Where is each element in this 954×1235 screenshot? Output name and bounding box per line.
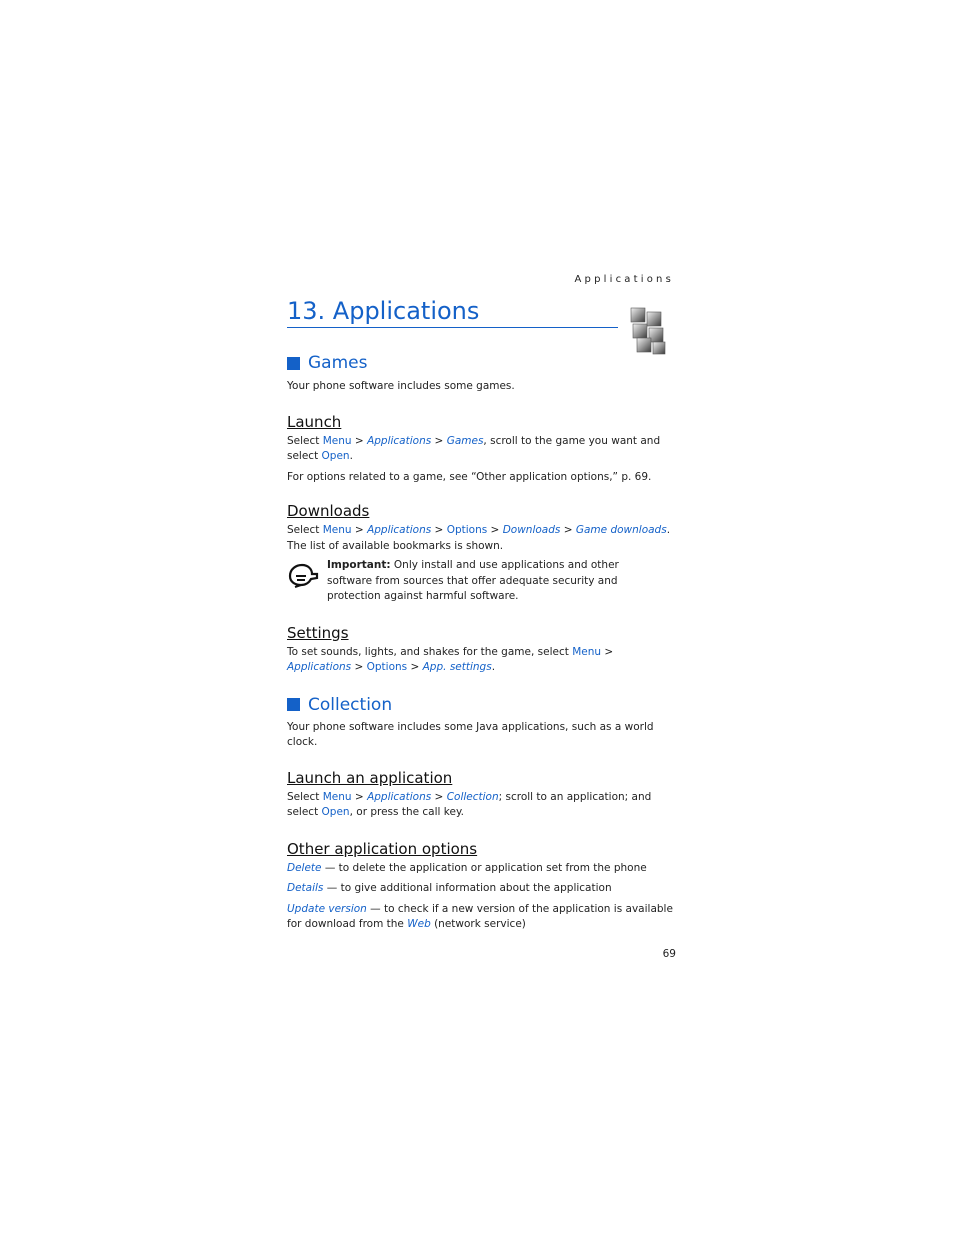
separator: > [431, 790, 447, 803]
collection-intro: Your phone software includes some Java applications, such as a world clock. [287, 720, 654, 748]
separator: > [351, 790, 368, 803]
text-run: , scroll to the game you want and select [287, 434, 661, 462]
launch-paragraph [287, 434, 675, 465]
menu-keyword: Menu [572, 645, 602, 658]
text-run: — to delete the application or application set from the phone [321, 861, 647, 874]
important-note [287, 558, 675, 605]
sub-heading-launch: Launch [287, 412, 342, 431]
separator: > [560, 524, 576, 536]
note-text [327, 558, 657, 605]
note-body: Only install and use applications and other software from sources that offer adequate security and protection against harmful software. [327, 559, 619, 602]
update-version-keyword: Update version [287, 902, 367, 915]
delete-keyword: Delete [287, 861, 322, 874]
separator: > [407, 661, 423, 673]
open-keyword: Open [321, 806, 350, 818]
sub-heading-downloads: Downloads [287, 502, 370, 520]
text-run: — to give additional information about the application [323, 882, 612, 894]
game-downloads-keyword: Game downloads [575, 524, 667, 536]
text-run: (network service) [430, 918, 526, 930]
text-run: . [349, 450, 353, 462]
option-update-version [287, 902, 675, 933]
option-details [287, 881, 675, 897]
text-run: , or press the call key. [349, 806, 465, 818]
menu-keyword: Menu [322, 790, 352, 803]
applications-keyword: Applications [287, 661, 352, 673]
text-run: Select [287, 790, 323, 803]
text-run: . The list of available bookmarks is shown. [287, 524, 671, 552]
options-keyword: Options [446, 524, 488, 536]
note-label: Important: [327, 559, 391, 571]
square-bullet-icon [287, 698, 300, 711]
games-intro: Your phone software includes some games. [287, 380, 515, 392]
important-hand-icon [287, 562, 319, 588]
applications-keyword: Applications [367, 434, 432, 447]
launch-options-paragraph: For options related to a game, see “Other application options,” p. 69. [287, 470, 652, 483]
section-heading-games [287, 352, 675, 374]
applications-cubes-icon [627, 306, 671, 356]
collection-keyword: Collection [446, 790, 499, 803]
separator: > [601, 645, 614, 658]
section-heading-label: Collection [308, 694, 393, 715]
details-keyword: Details [287, 882, 324, 894]
text-run: ; scroll to an application; and select [287, 790, 652, 818]
text-run: — to check if a new version of the application is available for download from the [287, 902, 673, 930]
separator: > [351, 524, 368, 536]
separator: > [431, 434, 447, 447]
section-heading-collection [287, 694, 675, 716]
section-heading-label: Games [308, 353, 368, 373]
sub-heading-other-options: Other application options [287, 839, 478, 858]
running-head: Applications [574, 274, 674, 285]
chapter-title: 13. Applications [287, 296, 618, 328]
text-run: Select [287, 434, 323, 447]
square-bullet-icon [287, 357, 300, 370]
text-run: Select [287, 524, 323, 536]
separator: > [431, 524, 447, 536]
downloads-paragraph [287, 523, 675, 554]
app-settings-keyword: App. settings [422, 661, 492, 673]
web-keyword: Web [407, 918, 431, 930]
open-keyword: Open [321, 450, 350, 462]
option-delete [287, 861, 675, 877]
games-keyword: Games [446, 434, 484, 447]
text-run: . [491, 661, 496, 673]
downloads-keyword: Downloads [502, 524, 561, 536]
separator: > [487, 524, 503, 536]
sub-heading-launch-application: Launch an application [287, 768, 453, 787]
menu-keyword: Menu [322, 434, 352, 447]
applications-keyword: Applications [367, 790, 432, 803]
page-number: 69 [662, 948, 676, 960]
options-keyword: Options [366, 661, 408, 673]
launch-application-paragraph [287, 790, 675, 821]
menu-keyword: Menu [322, 524, 352, 536]
applications-keyword: Applications [367, 524, 432, 536]
separator: > [351, 661, 367, 673]
sub-heading-settings: Settings [287, 623, 349, 642]
page-content [287, 352, 675, 933]
settings-paragraph [287, 645, 675, 676]
separator: > [351, 434, 368, 447]
text-run: To set sounds, lights, and shakes for the game, select [287, 645, 573, 658]
